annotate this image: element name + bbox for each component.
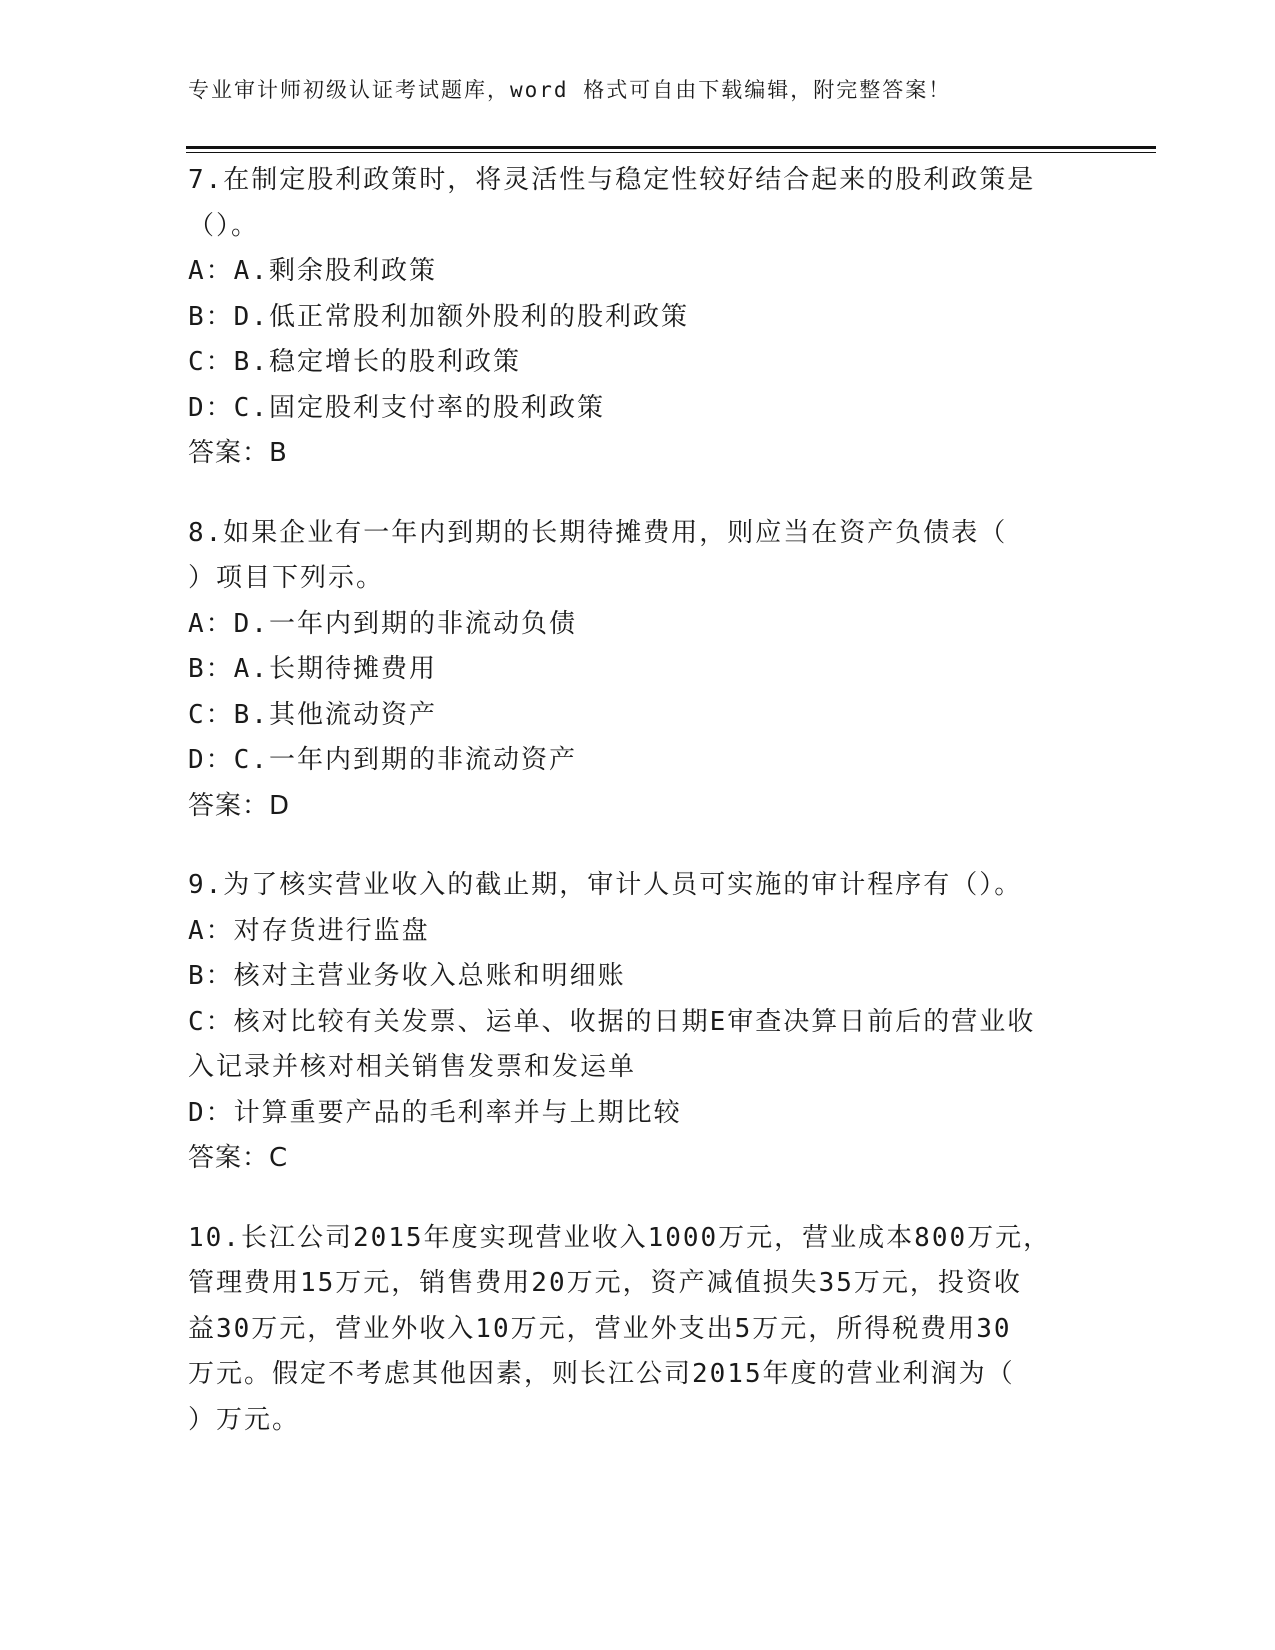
question-8 <box>188 511 1088 830</box>
option-d: D：C.固定股利支付率的股利政策 <box>188 392 605 423</box>
question-stem: 益30万元，营业外收入10万元，营业外支出5万元，所得税费用30 <box>188 1313 1012 1344</box>
question-stem: 7.在制定股利政策时，将灵活性与稳定性较好结合起来的股利政策是 <box>188 165 1036 195</box>
question-list <box>188 158 1088 1477</box>
answer: 答案：C <box>188 1143 289 1173</box>
question-stem: 管理费用15万元，销售费用20万元，资产减值损失35万元，投资收 <box>188 1268 1022 1298</box>
page-header: 专业审计师初级认证考试题库，word 格式可自由下载编辑，附完整答案！ <box>188 78 952 102</box>
option-c: C：B.其他流动资产 <box>188 699 437 730</box>
question-stem: 8.如果企业有一年内到期的长期待摊费用，则应当在资产负债表（ <box>188 517 1008 548</box>
header-rule-thin <box>186 152 1156 153</box>
option-c: C：核对比较有关发票、运单、收据的日期E审查决算日前后的营业收 <box>188 1006 1036 1037</box>
option-b: B：D.低正常股利加额外股利的股利政策 <box>188 301 689 332</box>
question-stem: 9.为了核实营业收入的截止期，审计人员可实施的审计程序有（）。 <box>188 870 1023 900</box>
answer: 答案：D <box>188 790 291 821</box>
answer: 答案：B <box>188 438 288 468</box>
option-a: A：对存货进行监盘 <box>188 915 430 946</box>
question-stem: 万元。假定不考虑其他因素，则长江公司2015年度的营业利润为（ <box>188 1359 1015 1389</box>
option-c: C：B.稳定增长的股利政策 <box>188 347 521 377</box>
question-9 <box>188 863 1088 1182</box>
question-stem: 10.长江公司2015年度实现营业收入1000万元，营业成本800万元， <box>188 1222 1052 1253</box>
option-d: D：C.一年内到期的非流动资产 <box>188 745 577 775</box>
option-b: B：核对主营业务收入总账和明细账 <box>188 961 626 991</box>
header-rule-thick <box>186 146 1156 149</box>
option-a: A：D.一年内到期的非流动负债 <box>188 608 577 639</box>
question-stem: ）万元。 <box>188 1404 301 1435</box>
question-stem: （）。 <box>188 210 260 241</box>
question-10 <box>188 1216 1088 1444</box>
option-d: D：计算重要产品的毛利率并与上期比较 <box>188 1097 682 1128</box>
option-c-continued: 入记录并核对相关销售发票和发运单 <box>188 1052 637 1082</box>
option-b: B：A.长期待摊费用 <box>188 654 437 684</box>
question-7 <box>188 158 1088 477</box>
option-a: A：A.剩余股利政策 <box>188 256 437 286</box>
question-stem: ）项目下列示。 <box>188 563 385 593</box>
